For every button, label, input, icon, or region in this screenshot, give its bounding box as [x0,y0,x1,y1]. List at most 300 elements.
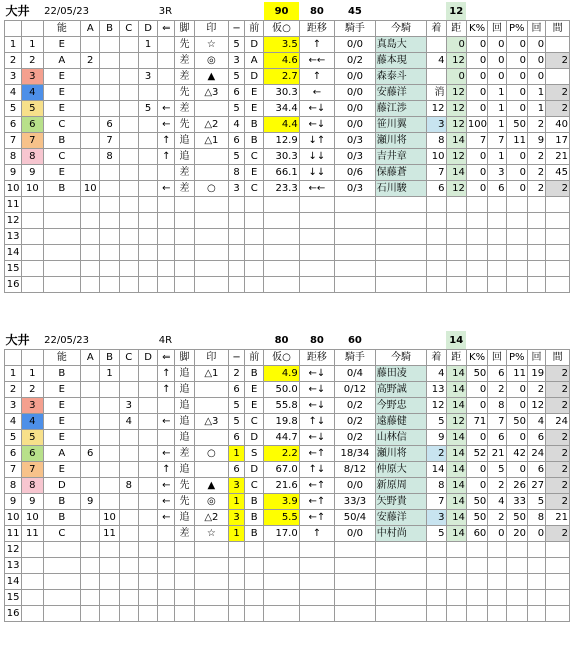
cell-ido [299,542,334,558]
cell-kp [466,606,487,622]
cell-m [229,245,245,261]
cell-ido [299,590,334,606]
cell-n: 13 [5,229,22,245]
top-value-3: 60 [347,334,362,346]
cell-d [138,606,157,622]
cell-aida: 2 [546,398,570,414]
cell-a [81,558,100,574]
cell-kon: 新原周 [375,478,426,494]
header-m: − [229,21,245,37]
cell-d [138,149,157,165]
cell-kishu: 0/6 [335,165,376,181]
cell-chaku: 10 [427,149,446,165]
cell-kyo [446,197,466,213]
header-c: C [119,21,138,37]
cell-kyo: 14 [446,382,466,398]
cell-d [138,85,157,101]
cell-shirushi [194,229,228,245]
cell-kp: 0 [466,478,487,494]
cell-kai2 [527,277,545,293]
cell-c [119,37,138,53]
cell-arr [158,590,175,606]
cell-a [81,590,100,606]
cell-kishu [335,606,376,622]
cell-chaku [427,606,446,622]
cell-arr: ← [158,478,175,494]
cell-aida: 2 [546,526,570,542]
cell-b: 10 [100,510,119,526]
cell-kai: 1 [488,117,506,133]
cell-kon [375,213,426,229]
cell-w: 10 [22,181,43,197]
cell-kishu: 0/3 [335,149,376,165]
cell-chaku: 7 [427,494,446,510]
cell-kp [466,261,487,277]
cell-b: 6 [100,117,119,133]
cell-kai [488,558,506,574]
cell-kishu: 0/3 [335,181,376,197]
cell-kyaku: 差 [175,101,194,117]
cell-d [138,165,157,181]
cell-kyaku [175,245,194,261]
cell-w: 5 [22,430,43,446]
cell-shirushi: ○ [194,181,228,197]
cell-c [119,69,138,85]
cell-chaku [427,213,446,229]
cell-n: 9 [5,494,22,510]
cell-aida [546,245,570,261]
table-row [5,133,570,149]
header-w [22,21,43,37]
table-row [5,277,570,293]
cell-a [81,165,100,181]
cell-kai: 4 [488,494,506,510]
cell-aida [546,590,570,606]
race-sheet-3r [4,2,570,293]
cell-w: 4 [22,85,43,101]
cell-kon: 高野誠 [375,382,426,398]
cell-arr: ← [158,117,175,133]
cell-shirushi [194,398,228,414]
cell-n: 1 [5,37,22,53]
cell-d [138,53,157,69]
cell-kp: 60 [466,526,487,542]
header-arr: ⇐ [158,21,175,37]
cell-a [81,510,100,526]
cell-a [81,197,100,213]
cell-c [119,133,138,149]
cell-kishu: 0/12 [335,382,376,398]
cell-kai2 [527,606,545,622]
cell-c: 3 [119,398,138,414]
cell-b [100,37,119,53]
cell-nou [43,590,81,606]
cell-kp: 100 [466,117,487,133]
cell-kyo [446,590,466,606]
cell-nou: C [43,149,81,165]
cell-m: 6 [229,430,245,446]
cell-arr: ↑ [158,462,175,478]
cell-kyaku: 差 [175,181,194,197]
cell-b [100,574,119,590]
cell-kp: 7 [466,133,487,149]
race-number: 3R [158,5,173,17]
cell-m: 4 [229,117,245,133]
cell-d [138,590,157,606]
cell-chaku [427,37,446,53]
cell-aida: 2 [546,53,570,69]
cell-w [22,213,43,229]
cell-mae: B [245,494,264,510]
cell-kasho: 66.1 [264,165,299,181]
cell-kyo [446,277,466,293]
cell-c [119,606,138,622]
cell-aida [546,229,570,245]
cell-kishu [335,542,376,558]
header-nou: 能 [43,350,81,366]
cell-kyo: 14 [446,526,466,542]
cell-ido: ←↑ [299,510,334,526]
cell-kai2: 1 [527,85,545,101]
cell-nou: B [43,494,81,510]
cell-d [138,245,157,261]
cell-kp: 0 [466,69,487,85]
cell-kai2 [527,229,545,245]
cell-w [22,277,43,293]
cell-kyaku [175,542,194,558]
cell-shirushi: △3 [194,85,228,101]
cell-kai2: 19 [527,366,545,382]
cell-kp: 71 [466,414,487,430]
cell-ido: ↓↓ [299,149,334,165]
cell-arr [158,542,175,558]
cell-w: 1 [22,366,43,382]
cell-kai2: 5 [527,494,545,510]
header-a: A [81,350,100,366]
cell-kai2: 0 [527,526,545,542]
cell-kishu: 0/2 [335,414,376,430]
cell-nou: E [43,85,81,101]
cell-kai: 7 [488,414,506,430]
cell-a [81,542,100,558]
cell-a [81,85,100,101]
cell-kishu: 0/0 [335,117,376,133]
cell-kai2: 12 [527,398,545,414]
header-a: A [81,21,100,37]
cell-aida: 2 [546,85,570,101]
cell-kai: 0 [488,37,506,53]
cell-pp [506,197,527,213]
cell-c [119,197,138,213]
cell-aida [546,213,570,229]
cell-kasho [264,261,299,277]
cell-m [229,197,245,213]
cell-kai2: 0 [527,37,545,53]
cell-d: 1 [138,37,157,53]
cell-d [138,478,157,494]
cell-kishu: 18/34 [335,446,376,462]
cell-kai: 6 [488,430,506,446]
cell-pp: 0 [506,398,527,414]
cell-aida [546,606,570,622]
table-row [5,366,570,382]
top-value-2: 80 [309,5,324,17]
cell-kasho: 5.5 [264,510,299,526]
cell-kishu [335,197,376,213]
cell-w: 1 [22,37,43,53]
cell-kai: 0 [488,526,506,542]
cell-kon [375,229,426,245]
cell-kp: 0 [466,101,487,117]
cell-arr [158,558,175,574]
cell-b [100,53,119,69]
cell-kp: 0 [466,165,487,181]
cell-kasho: 17.0 [264,526,299,542]
cell-kasho: 2.2 [264,446,299,462]
table-row [5,213,570,229]
table-row [5,149,570,165]
cell-kasho: 21.6 [264,478,299,494]
cell-ido [299,245,334,261]
cell-b [100,277,119,293]
cell-c [119,101,138,117]
cell-pp: 0 [506,430,527,446]
cell-shirushi: △1 [194,366,228,382]
cell-w [22,261,43,277]
cell-kp: 50 [466,494,487,510]
header-kyo: 距 [446,350,466,366]
cell-kai2 [527,542,545,558]
cell-kasho [264,606,299,622]
cell-a [81,149,100,165]
cell-n: 6 [5,446,22,462]
cell-c [119,526,138,542]
cell-b [100,69,119,85]
cell-kon: 森泰斗 [375,69,426,85]
cell-w [22,229,43,245]
cell-pp: 26 [506,478,527,494]
cell-kai: 6 [488,366,506,382]
cell-pp: 0 [506,149,527,165]
cell-d [138,398,157,414]
cell-w: 4 [22,414,43,430]
cell-kp [466,245,487,261]
cell-ido: ←↑ [299,446,334,462]
cell-nou [43,574,81,590]
cell-chaku [427,245,446,261]
cell-shirushi [194,101,228,117]
cell-arr: ← [158,101,175,117]
cell-kishu: 0/0 [335,478,376,494]
cell-nou: E [43,37,81,53]
header-kp: K% [466,21,487,37]
cell-kishu [335,558,376,574]
cell-n: 7 [5,133,22,149]
cell-n: 6 [5,117,22,133]
cell-nou [43,542,81,558]
cell-nou [43,261,81,277]
cell-mae: C [245,181,264,197]
cell-kai: 21 [488,446,506,462]
cell-m [229,574,245,590]
cell-pp: 50 [506,510,527,526]
top-distance: 14 [446,331,466,350]
cell-arr [158,277,175,293]
cell-a: 2 [81,53,100,69]
table-row [5,542,570,558]
cell-pp [506,558,527,574]
cell-kai2: 2 [527,165,545,181]
cell-arr [158,165,175,181]
cell-kai2: 2 [527,117,545,133]
cell-kai: 2 [488,510,506,526]
cell-kyaku: 追 [175,510,194,526]
cell-chaku: 4 [427,366,446,382]
cell-c [119,277,138,293]
cell-w: 2 [22,382,43,398]
table-row [5,398,570,414]
cell-kishu [335,261,376,277]
cell-m: 6 [229,133,245,149]
cell-n: 3 [5,398,22,414]
table-row [5,574,570,590]
cell-c [119,366,138,382]
cell-c [119,165,138,181]
cell-kon: 瀬川将 [375,446,426,462]
cell-kasho: 30.3 [264,149,299,165]
cell-a [81,526,100,542]
cell-b [100,245,119,261]
cell-chaku: 6 [427,181,446,197]
cell-a [81,133,100,149]
race-number: 4R [158,334,173,346]
cell-kyo: 14 [446,446,466,462]
cell-kasho: 4.4 [264,117,299,133]
cell-kai2: 0 [527,53,545,69]
cell-a: 6 [81,446,100,462]
header-kai2: 回 [527,21,545,37]
cell-m [229,590,245,606]
track-name: 大井 [5,332,30,347]
cell-chaku [427,277,446,293]
cell-b [100,478,119,494]
cell-b [100,261,119,277]
cell-mae: C [245,414,264,430]
header-m: − [229,350,245,366]
cell-mae [245,574,264,590]
cell-a [81,606,100,622]
cell-b [100,446,119,462]
header-kishu: 騎手 [335,21,376,37]
top-value-3: 45 [347,5,362,17]
cell-c [119,245,138,261]
cell-kasho [264,245,299,261]
cell-pp [506,574,527,590]
cell-kasho [264,574,299,590]
cell-kai2: 0 [527,69,545,85]
cell-nou [43,606,81,622]
header-kai: 回 [488,350,506,366]
cell-b [100,165,119,181]
header-w [22,350,43,366]
cell-kai [488,229,506,245]
cell-kyaku: 追 [175,133,194,149]
cell-chaku: 8 [427,478,446,494]
top-value-2: 80 [309,334,324,346]
cell-kyo: 14 [446,462,466,478]
table-row [5,558,570,574]
cell-pp: 0 [506,85,527,101]
cell-kon [375,261,426,277]
cell-a: 9 [81,494,100,510]
cell-m: 1 [229,494,245,510]
cell-aida: 2 [546,446,570,462]
cell-kai2: 27 [527,478,545,494]
cell-mae [245,197,264,213]
cell-b [100,197,119,213]
cell-c [119,430,138,446]
race-date: 22/05/23 [44,5,90,17]
cell-kyaku [175,261,194,277]
cell-nou: B [43,181,81,197]
cell-aida [546,69,570,85]
cell-ido: ←← [299,53,334,69]
cell-chaku: 3 [427,510,446,526]
header-n [5,350,22,366]
cell-nou: E [43,69,81,85]
cell-ido [299,229,334,245]
cell-kon: 仲原大 [375,462,426,478]
cell-kishu: 0/2 [335,398,376,414]
cell-shirushi [194,606,228,622]
table-row [5,229,570,245]
cell-kyo [446,229,466,245]
cell-kishu: 0/4 [335,366,376,382]
cell-d [138,462,157,478]
cell-nou: E [43,462,81,478]
header-pp: P% [506,350,527,366]
cell-arr: ← [158,446,175,462]
cell-m: 5 [229,149,245,165]
cell-w [22,245,43,261]
cell-c [119,494,138,510]
cell-c [119,574,138,590]
header-aida: 間 [546,350,570,366]
cell-d [138,133,157,149]
cell-nou: E [43,398,81,414]
cell-kai [488,590,506,606]
cell-kon: 吉井章 [375,149,426,165]
cell-arr: ↑ [158,149,175,165]
cell-kyaku: 差 [175,53,194,69]
cell-a [81,414,100,430]
cell-mae: B [245,117,264,133]
cell-chaku: 8 [427,133,446,149]
cell-c: 8 [119,478,138,494]
cell-b: 1 [100,366,119,382]
cell-arr [158,213,175,229]
cell-ido: ↑↓ [299,462,334,478]
race-date: 22/05/23 [44,334,90,346]
cell-kishu: 33/3 [335,494,376,510]
cell-d [138,117,157,133]
cell-c [119,558,138,574]
cell-kyaku: 追 [175,366,194,382]
cell-kai2: 6 [527,462,545,478]
cell-kyo: 12 [446,101,466,117]
cell-mae: B [245,510,264,526]
cell-mae [245,558,264,574]
